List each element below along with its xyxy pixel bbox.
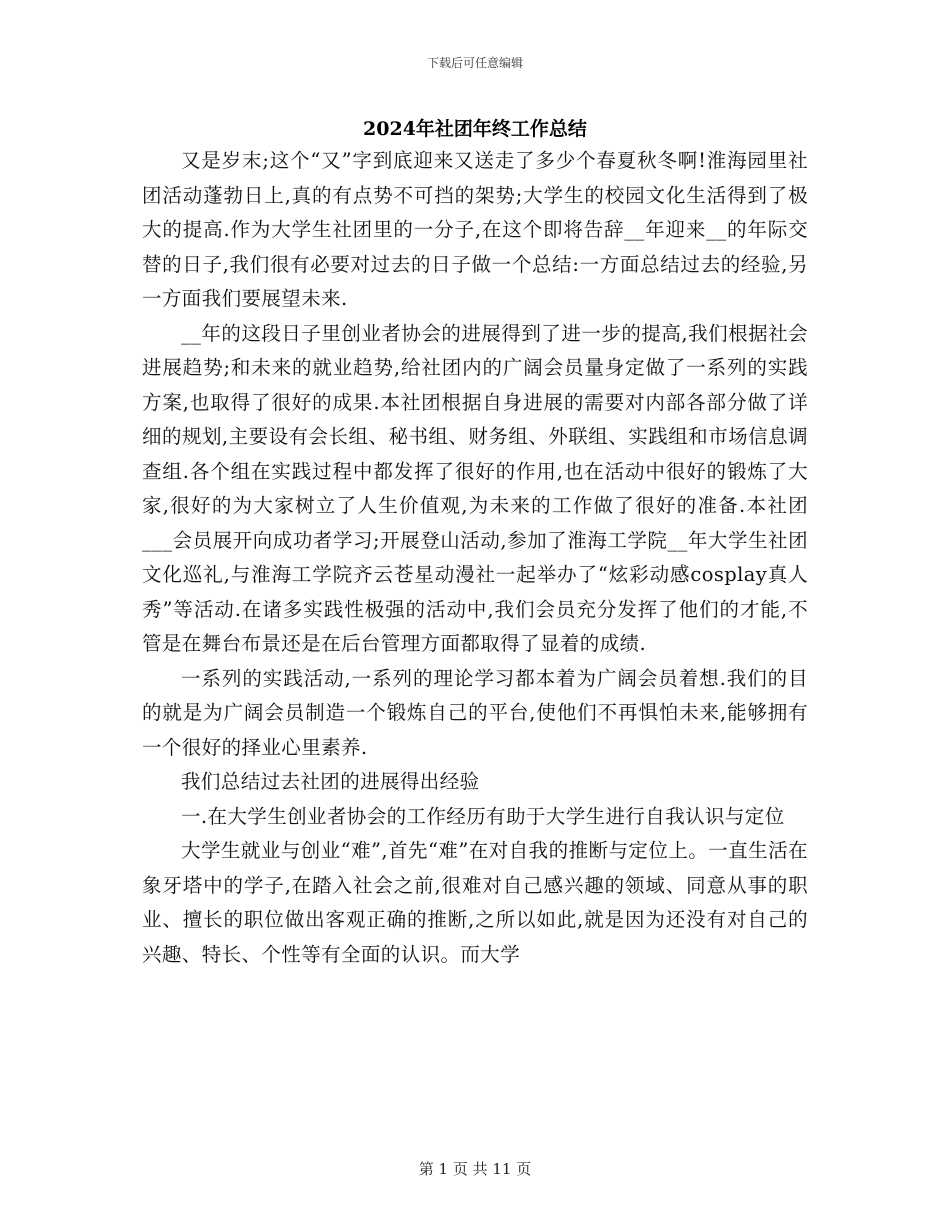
- paragraph-intro: 又是岁末;这个“又”字到底迎来又送走了多少个春夏秋冬啊!淮海园里社团活动蓬勃日上,真的有点势不可挡的架势;大学生的校园文化生活得到了极大的提高.作为大学生社团里的一分子,在这个即将告辞__年迎来__的年际交替的日子,我们很有必要对过去的日子做一个总结:一方面总结过去的经验,另一方面我们要展望未来.: [142, 149, 808, 310]
- paragraph-section-one-body: 大学生就业与创业“难”,首先“难”在对自我的推断与定位上。一直生活在象牙塔中的学子,在踏入社会之前,很难对自己感兴趣的领域、同意从事的职业、擅长的职位做出客观正确的推断,之所以如此,就是因为还没有对自己的兴趣、特长、个性等有全面的认识。而大学: [142, 839, 808, 966]
- paragraph-purpose: 一系列的实践活动,一系列的理论学习都本着为广阔会员着想.我们的目的就是为广阔会员制造一个锻炼自己的平台,使他们不再惧怕未来,能够拥有一个很好的择业心里素养.: [142, 666, 808, 759]
- header-note: 下载后可任意编辑: [426, 56, 523, 70]
- page-number: 第 1 页 共 11 页: [418, 1160, 532, 1178]
- paragraph-section-one-heading: 一.在大学生创业者协会的工作经历有助于大学生进行自我认识与定位: [181, 804, 785, 828]
- document-body: [142, 144, 808, 972]
- paragraph-progress: __年的这段日子里创业者协会的进展得到了进一步的提高,我们根据社会进展趋势;和未来的就业趋势,给社团内的广阔会员量身定做了一系列的实践方案,也取得了很好的成果.本社团根据自身进展的需要对内部各部分做了详细的规划,主要设有会长组、秘书组、财务组、外联组、实践组和市场信息调查组.各个组在实践过程中都发挥了很好的作用,也在活动中很好的锻炼了大家,很好的为大家树立了人生价值观,为未来的工作做了很好的准备.本社团___会员展开向成功者学习;开展登山活动,参加了淮海工学院__年大学生社团文化巡礼,与淮海工学院齐云苍星动漫社一起举办了“炫彩动感cosplay真人秀”等活动.在诸多实践性极强的活动中,我们会员充分发挥了他们的才能,不管是在舞台布景还是在后台管理方面都取得了显着的成绩.: [142, 321, 808, 655]
- document-title: 2024年社团年终工作总结: [363, 118, 587, 140]
- paragraph-summary-heading: 我们总结过去社团的进展得出经验: [181, 770, 480, 793]
